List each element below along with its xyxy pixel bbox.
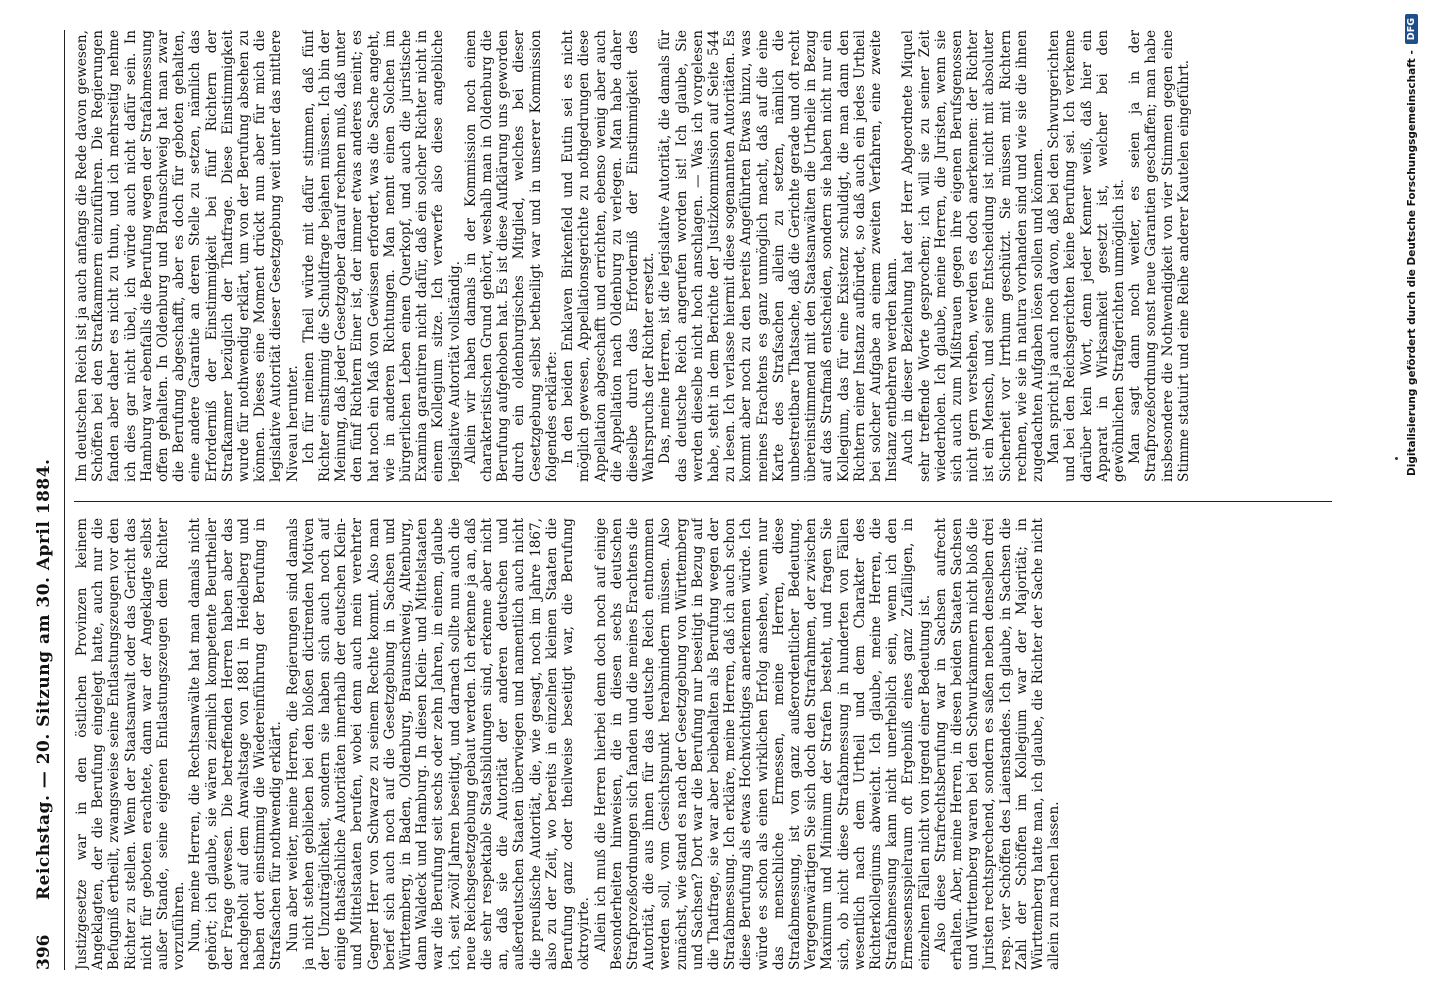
scan-speck (1395, 457, 1398, 460)
left-paragraph-4: Allein ich muß die Herren hierbei denn doch noch auf einige Besonderheiten hinweisen, die in diesen sechs deutschen Strafprozeßordnungen sich fanden und die meines Erachtens die Autorität, die aus ihnen für das deutsche Reich entnommen werden soll, vom Gesichtspunkt herabmindern müssen. Also zunächst, wie stand es nach der Gesetzgebung von Württemberg und Sachsen? Dort war die Berufung nur beseitigt in Bezug auf die Thatfrage, sie war aber beibehalten als Berufung wegen der Strafabmessung. Ich erkläre, meine Herren, daß ich auch schon diese Berufung als etwas Hochwichtiges anerkennen würde. Ich würde es schon als einen wirklichen Erfolg ansehen, wenn nur das menschliche Ermessen, meine Herren, diese Strafabmessung, ist von ganz außerordentlicher Bedeutung. Vergegenwärtigen Sie sich doch den Strafrahmen, der zwischen Maximum und Minimum der Strafen besteht, und fragen Sie sich, ob nicht diese Strafabmessung in hunderten von Fällen wesentlich nach dem Urtheil und dem Charakter des Richterkollegiums abweicht. Ich glaube, meine Herren, die Strafabmessung kann nicht unerheblich sein, wenn ich den Ermessensspielraum oft Ergebniß eines ganz Zufälligen, in einzelnen Fällen nicht von irgend einer Bedeutung ist. (592, 518, 933, 970)
right-paragraph-5: Das, meine Herren, ist die legislative Autorität, die damals für das deutsche Reich angerufen worden ist! Ich glaube, Sie werden dieselbe nicht hoch anschlagen. — Was ich vorgelesen habe, steht in dem Berichte der Justizkommission auf Seite 544 zu lesen. Ich verlasse hiermit diese sogenannten Autoritäten. Es kommt aber noch zu den bereits Angeführten Etwas hinzu, was meines Erachtens es ganz unmöglich macht, daß auf die eine Karte des Strafsachen allein zu setzen, nämlich die unbestreitbare Thatsache, daß die Gerichte gerade und oft recht übereinstimmend mit den Staatsanwälten die Urtheile in Bezug auf das Strafmaß entscheiden, sondern sie haben nicht nur ein Kollegium, das für eine Existenz schuldigt, die man dann den Richtern einer Instanz aufbürdet, so daß auch ein jedes Urtheil bei solcher Aufgabe an einem zweiten Verfahren, eine zweite Instanz entbehren werden kann. (657, 30, 901, 482)
running-title: Reichstag. — 20. Sitzung am 30. April 1884. (34, 458, 54, 900)
footer-text: Digitalisierung gefördert durch die Deutsche Forschungsgemeinschaft - (1405, 50, 1418, 476)
left-paragraph-1: Justizgesetze war in den östlichen Provinzen keinem Angeklagten, der die Berufung eingelegt hatte, auch nur die Befugniß ertheilt, zwangsweise seine Entlastungszeugen vor den Richter zu stellen. Wenn der Staatsanwalt oder das Gericht das nicht für geboten erachtete, dann war der Angeklagte selbst außer Stande, seine eigenen Entlastungszeugen dem Richter vorzuführen. (74, 518, 188, 970)
page-number: 396 (34, 934, 54, 970)
right-paragraph-1: Im deutschen Reich ist ja auch anfangs die Rede davon gewesen, Schöffen bei den Strafkammern einzuführen. Die Regierungen fanden aber daher es nicht zu thun, und ich mehrseitig nehme ich dies gar nicht übel, ich würde auch nicht dafür sein. In Hamburg war ebenfalls die Berufung wegen der Strafabmessung offen gehalten. In Oldenburg und Braunschweig hat man zwar die Berufung abgeschafft, aber es doch für geboten gehalten, eine andere Garantie an deren Stelle zu setzen, nämlich das Erforderniß der Einstimmigkeit bei fünf Richtern der Strafkammer bezüglich der Thatfrage. Diese Einstimmigkeit wurde für nothwendig erklärt, um von der Berufung absehen zu können. Dieses eine Moment drückt nun aber für mich die legislative Autorität dieser Gesetzgebung weit unter das mittlere Niveau herunter. (74, 30, 301, 482)
column-divider (74, 501, 1332, 502)
left-paragraph-5: Also diese Strafrechtsberufung war in Sachsen aufrecht erhalten. Aber, meine Herren, in diesen beiden Staaten Sachsen und Württemberg waren bei den Schwurkammern nicht bloß die Juristen rechtsprechend, sondern es saßen neben denselben drei resp. vier Schöffen des Laienstandes. Ich glaube, in Sachsen die Zahl der Schöffen im Kollegium war der Majorität; in Württemberg hatte man, ich glaube, die Richter der Sache nicht allein zu machen lassen. (932, 518, 1063, 970)
text-columns (74, 30, 1332, 970)
running-head (30, 30, 65, 970)
left-column (74, 518, 1332, 970)
right-paragraph-6: Auch in dieser Beziehung hat der Herr Abgeordnete Miquel sehr treffende Worte gesprochen; ich will sie zu seiner Zeit wiederholen. Ich glaube, meine Herren, die Juristen, wenn sie sich auch zum Mißtrauen gegen ihre eigenen Berufsgenossen nicht gern verstehen, werden es doch anerkennen: der Richter ist ein Mensch, und seine Entscheidung ist nicht mit absoluter Sicherheit vor Irrthum geschützt. Sie müssen mit Richtern rechnen, wie sie in natura vorhanden sind und wie sie die ihnen zugedachten Aufgaben lösen sollen und können. (900, 30, 1046, 482)
right-paragraph-7: Man spricht ja auch noch davon, daß bei den Schwurgerichten und bei den Reichsgerichten keine Berufung sei. Ich verkenne darüber kein Wort, denn jeder Kenner weiß, daß hier ein Apparat in Wirksamkeit gesetzt ist, welcher bei den gewöhnlichen Strafgerichten unmöglich ist. (1046, 30, 1127, 482)
left-paragraph-2: Nun, meine Herren, die Rechtsanwälte hat man damals nicht gehört; ich glaube, sie wären ziemlich kompetente Beurtheiler der Frage gewesen. Die betreffenden Herren haben aber das nachgeholt auf dem Anwaltstage von 1881 in Heidelberg und haben dort einstimmig die Wiedereinführung der Berufung in Strafsachen für nothwendig erklärt. (187, 518, 285, 970)
right-paragraph-4: In den beiden Enklaven Birkenfeld und Eutin sei es nicht möglich gewesen, Appellationsgerichte zu nothgedrungen diese Appellation abgeschafft und errichten, ebenso wenig aber auch die Appellation nach Oldenburg zu verlegen. Man habe daher dieselbe durch das Erforderniß der Einstimmigkeit des Wahrspruchs der Richter ersetzt. (560, 30, 658, 482)
dfg-logo: DFG (1405, 14, 1418, 44)
left-paragraph-3: Nun aber weiter, meine Herren, die Regierungen sind damals ja nicht stehen geblieben bei den bloßen dictirenden Motiven der Unzuträglichkeit, sondern sie haben sich auch noch auf einige thatsächliche Autoritäten innerhalb der deutschen Klein- und Mittelstaaten berufen, wobei denn auch mein verehrter Gegner Herr von Schwarze zu seinem Rechte kommt. Also man berief sich auch noch auf die Gesetzgebung in Sachsen und Württemberg, in Baden, Oldenburg, Braunschweig, Altenburg, dann Waldeck und Hamburg. In diesen Klein- und Mittelstaaten war die Berufung seit sechs oder zehn Jahren, in einem, glaube ich, seit zwölf Jahren beseitigt, und darnach sollte nun auch die neue Reichsgesetzgebung gebaut werden. Ich erkenne ja an, daß die sehr respektable Staatsbildungen sind, erkenne aber nicht an, daß sie die Autorität der anderen deutschen und außerdeutschen Staaten überwiegen und namentlich auch nicht die preußische Autorität, die, wie gesagt, noch im Jahre 1867, also zu der Zeit, wo bereits in einzelnen kleinen Staaten die Berufung ganz oder theilweise beseitigt war, die Berufung oktroyirte. (284, 518, 593, 970)
right-paragraph-8: Man sagt dann noch weiter, es seien ja in der Strafprozeßordnung sonst neue Garantien geschaffen; man habe insbesondere die Nothwendigkeit von vier Stimmen gegen eine Stimme statuirt und eine Reihe anderer Kautelen eingeführt. (1127, 30, 1192, 482)
right-column (74, 30, 1332, 482)
right-paragraph-3: Allein wir haben damals in der Kommission noch einen charakteristischen Grund gehört, weshalb man in Oldenburg die Berufung aufgehoben hat. Es ist diese Aufklärung uns geworden durch ein oldenburgisches Mitglied, welches bei dieser Gesetzgebung selbst betheiligt war und in unserer Kommission folgendes erklärte: (462, 30, 560, 482)
digitization-footer (1405, 14, 1418, 476)
right-paragraph-2: Ich für meinen Theil würde mit dafür stimmen, daß fünf Richter einstimmig die Schuldfrage bejahen müssen. Ich bin der Meinung, daß jeder Gesetzgeber darauf rechnen muß, daß unter den fünf Richtern Einer ist, der immer etwas anderes meint; es hat noch ein Maß von Gewissen erfordert, was die Sache angeht, wie in anderen Richtungen. Man nennt einen Solchen im bürgerlichen Leben einen Querkopf, und auch die juristische Examina garantiren nicht dafür, daß ein solcher Richter nicht in einem Kollegium sitze. Ich verwerfe also diese angebliche legislative Autorität vollständig. (300, 30, 463, 482)
